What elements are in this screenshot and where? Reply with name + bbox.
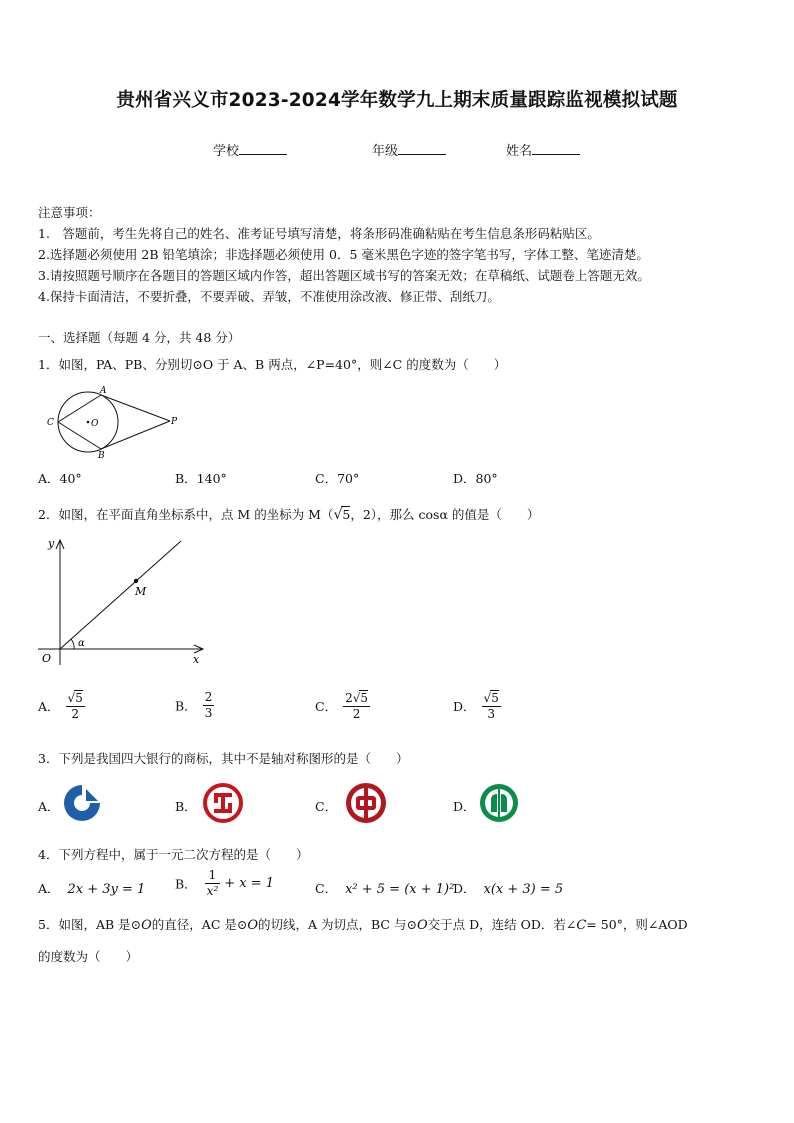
q4-option-b-letter: B．: [175, 876, 197, 892]
notice-heading: 注意事项：: [38, 205, 101, 220]
q5-text-b: 的直径，AC 是⊙: [151, 917, 248, 932]
q4-b-num: 1: [205, 868, 221, 884]
q2-figure: [36, 535, 211, 670]
school-field: [213, 140, 287, 159]
q5-o1: O: [141, 918, 152, 933]
q2-frac-num: [66, 690, 85, 707]
q5-c: C: [576, 918, 587, 933]
q2-stem-sqrt: 5: [342, 507, 351, 522]
q1-stem: 1．如图，PA、PB、分别切⊙O 于 A、B 两点，∠P=40°，则∠C 的度数为（ ）: [38, 357, 507, 372]
bank-logo-icon-a: [62, 783, 102, 823]
q4-option-d-eq: x(x + 3) = 5: [483, 882, 564, 897]
school-label: 学校: [213, 144, 240, 159]
q2-option-frac: [482, 690, 501, 722]
q5-o2: O: [247, 918, 259, 933]
q5-text-a: 5．如图，AB 是⊙: [38, 917, 142, 932]
q4-option-d: [453, 879, 563, 897]
q2-frac-den: 3: [204, 706, 213, 720]
q2-option-a: [38, 690, 85, 722]
name-blank: [532, 142, 580, 155]
q2-frac-radicand: 5: [360, 691, 369, 705]
q1-label-c: C: [47, 418, 54, 428]
q4-option-b: [175, 868, 274, 899]
q1-figure: [42, 384, 182, 460]
q1-option-a: A．40°: [38, 471, 82, 486]
q2-option-letter: B．: [175, 698, 197, 714]
notice-item: 4.保持卡面清洁，不要折叠，不要弄破、弄皱，不准使用涂改液、修正带、刮纸刀。: [38, 289, 500, 304]
q5-line2: 的度数为（ ）: [38, 949, 139, 964]
q3-stem: 3．下列是我国四大银行的商标，其中不是轴对称图形的是（ ）: [38, 751, 409, 766]
grade-field: [372, 140, 446, 159]
q2-frac-radicand: 5: [75, 691, 83, 705]
q3-option-a-label: A．: [38, 799, 60, 814]
q1-label-o: O: [91, 419, 99, 429]
q2-label-y: y: [48, 537, 55, 550]
notice-item: 2.选择题必须使用 2B 铅笔填涂；非选择题必须使用 0．5 毫米黑色字迹的签字笔书写，字体工整、笔迹清楚。: [38, 247, 649, 262]
q2-option-frac: [203, 690, 215, 721]
q4-option-a-eq: 2x + 3y = 1: [67, 882, 146, 897]
q4-option-b-frac: [205, 868, 221, 899]
q5-text-d: 交于点 D，连结 OD．若∠: [427, 917, 577, 932]
sqrt-icon: √: [67, 691, 76, 705]
grade-blank: [398, 142, 446, 155]
q4-option-d-letter: D．: [453, 881, 476, 896]
q4-option-c-eq: x² + 5 = (x + 1)²: [345, 882, 455, 897]
name-label: 姓名: [506, 144, 533, 159]
q1-option-d: D．80°: [453, 471, 498, 486]
q2-option-letter: D．: [453, 699, 476, 714]
q2-option-frac: [343, 690, 370, 722]
q2-option-b: [175, 690, 214, 721]
q3-option-b-label: B．: [175, 799, 197, 814]
q3-option-c-label: C．: [315, 799, 338, 814]
school-blank: [239, 142, 287, 155]
q2-frac-num: [203, 690, 215, 706]
notice-item: 1. 答题前，考生先将自己的姓名、准考证号填写清楚，将条形码准确粘贴在考生信息条形码粘贴区。: [38, 226, 600, 241]
q2-frac-coef: 2: [345, 691, 353, 705]
q2-stem: 2．如图，在平面直角坐标系中，点 M 的坐标为 M（√5，2），那么 cosα 的值是（ ）: [38, 507, 540, 523]
q2-frac-den: 2: [352, 707, 361, 721]
q4-option-c-letter: C．: [315, 881, 338, 896]
q2-frac-den: 3: [487, 707, 495, 721]
sqrt-icon: √: [483, 691, 492, 705]
section-heading: 一、选择题（每题 4 分，共 48 分）: [38, 330, 241, 345]
q5-o3: O: [416, 918, 428, 933]
q4-stem: 4．下列方程中，属于一元二次方程的是（ ）: [38, 847, 309, 862]
q1-label-p: P: [171, 417, 178, 427]
name-field: [506, 140, 580, 159]
notice-item: 3.请按照题号顺序在各题目的答题区域内作答，超出答题区域书写的答案无效；在草稿纸、试题卷上答题无效。: [38, 268, 650, 283]
q1-label-a: A: [100, 386, 107, 396]
q2-stem-b: ，2），那么 cosα 的值是（ ）: [350, 507, 540, 522]
q1-label-b: B: [98, 451, 105, 460]
q2-label-alpha: α: [78, 638, 85, 649]
q2-option-frac: [66, 690, 85, 722]
q2-frac-den: 2: [71, 707, 79, 721]
grade-label: 年级: [372, 144, 399, 159]
q3-option-d-label: D．: [453, 799, 476, 814]
page-title: 贵州省兴义市2023-2024学年数学九上期末质量跟踪监视模拟试题: [116, 90, 678, 111]
q2-frac-num: [482, 690, 501, 707]
q2-frac-radicand: 5: [491, 691, 499, 705]
q2-option-d: [453, 690, 501, 722]
q2-option-c: [315, 690, 370, 722]
q4-option-b-rest: + x = 1: [224, 876, 275, 891]
q4-option-a: [38, 879, 145, 897]
q2-label-o: O: [42, 652, 52, 665]
q2-label-m: M: [135, 585, 147, 598]
q4-option-a-letter: A．: [38, 881, 60, 896]
q1-option-b: B．140°: [175, 471, 227, 486]
q4-b-den: x²: [206, 884, 219, 898]
q2-option-letter: A．: [38, 699, 60, 714]
q5-text-e: = 50°，则∠AOD: [586, 917, 688, 932]
sqrt-icon: √: [352, 691, 361, 705]
bank-logo-icon-d: [478, 782, 520, 824]
q4-option-c: [315, 879, 454, 897]
logo-a-shape: [64, 785, 100, 821]
q2-frac-num: [343, 690, 370, 707]
q5-line1: [38, 915, 688, 933]
bank-logo-icon-c: [344, 781, 388, 825]
q2-option-letter: C．: [315, 699, 338, 714]
q1-option-c: C．70°: [315, 471, 360, 486]
bank-logo-icon-b: [202, 782, 244, 824]
q2-frac-numerator: 2: [204, 690, 213, 704]
q2-label-x: x: [193, 653, 200, 666]
q5-text-c: 的切线，A 为切点，BC 与⊙: [258, 917, 417, 932]
q2-stem-a: 2．如图，在平面直角坐标系中，点 M 的坐标为 M（: [38, 507, 334, 522]
